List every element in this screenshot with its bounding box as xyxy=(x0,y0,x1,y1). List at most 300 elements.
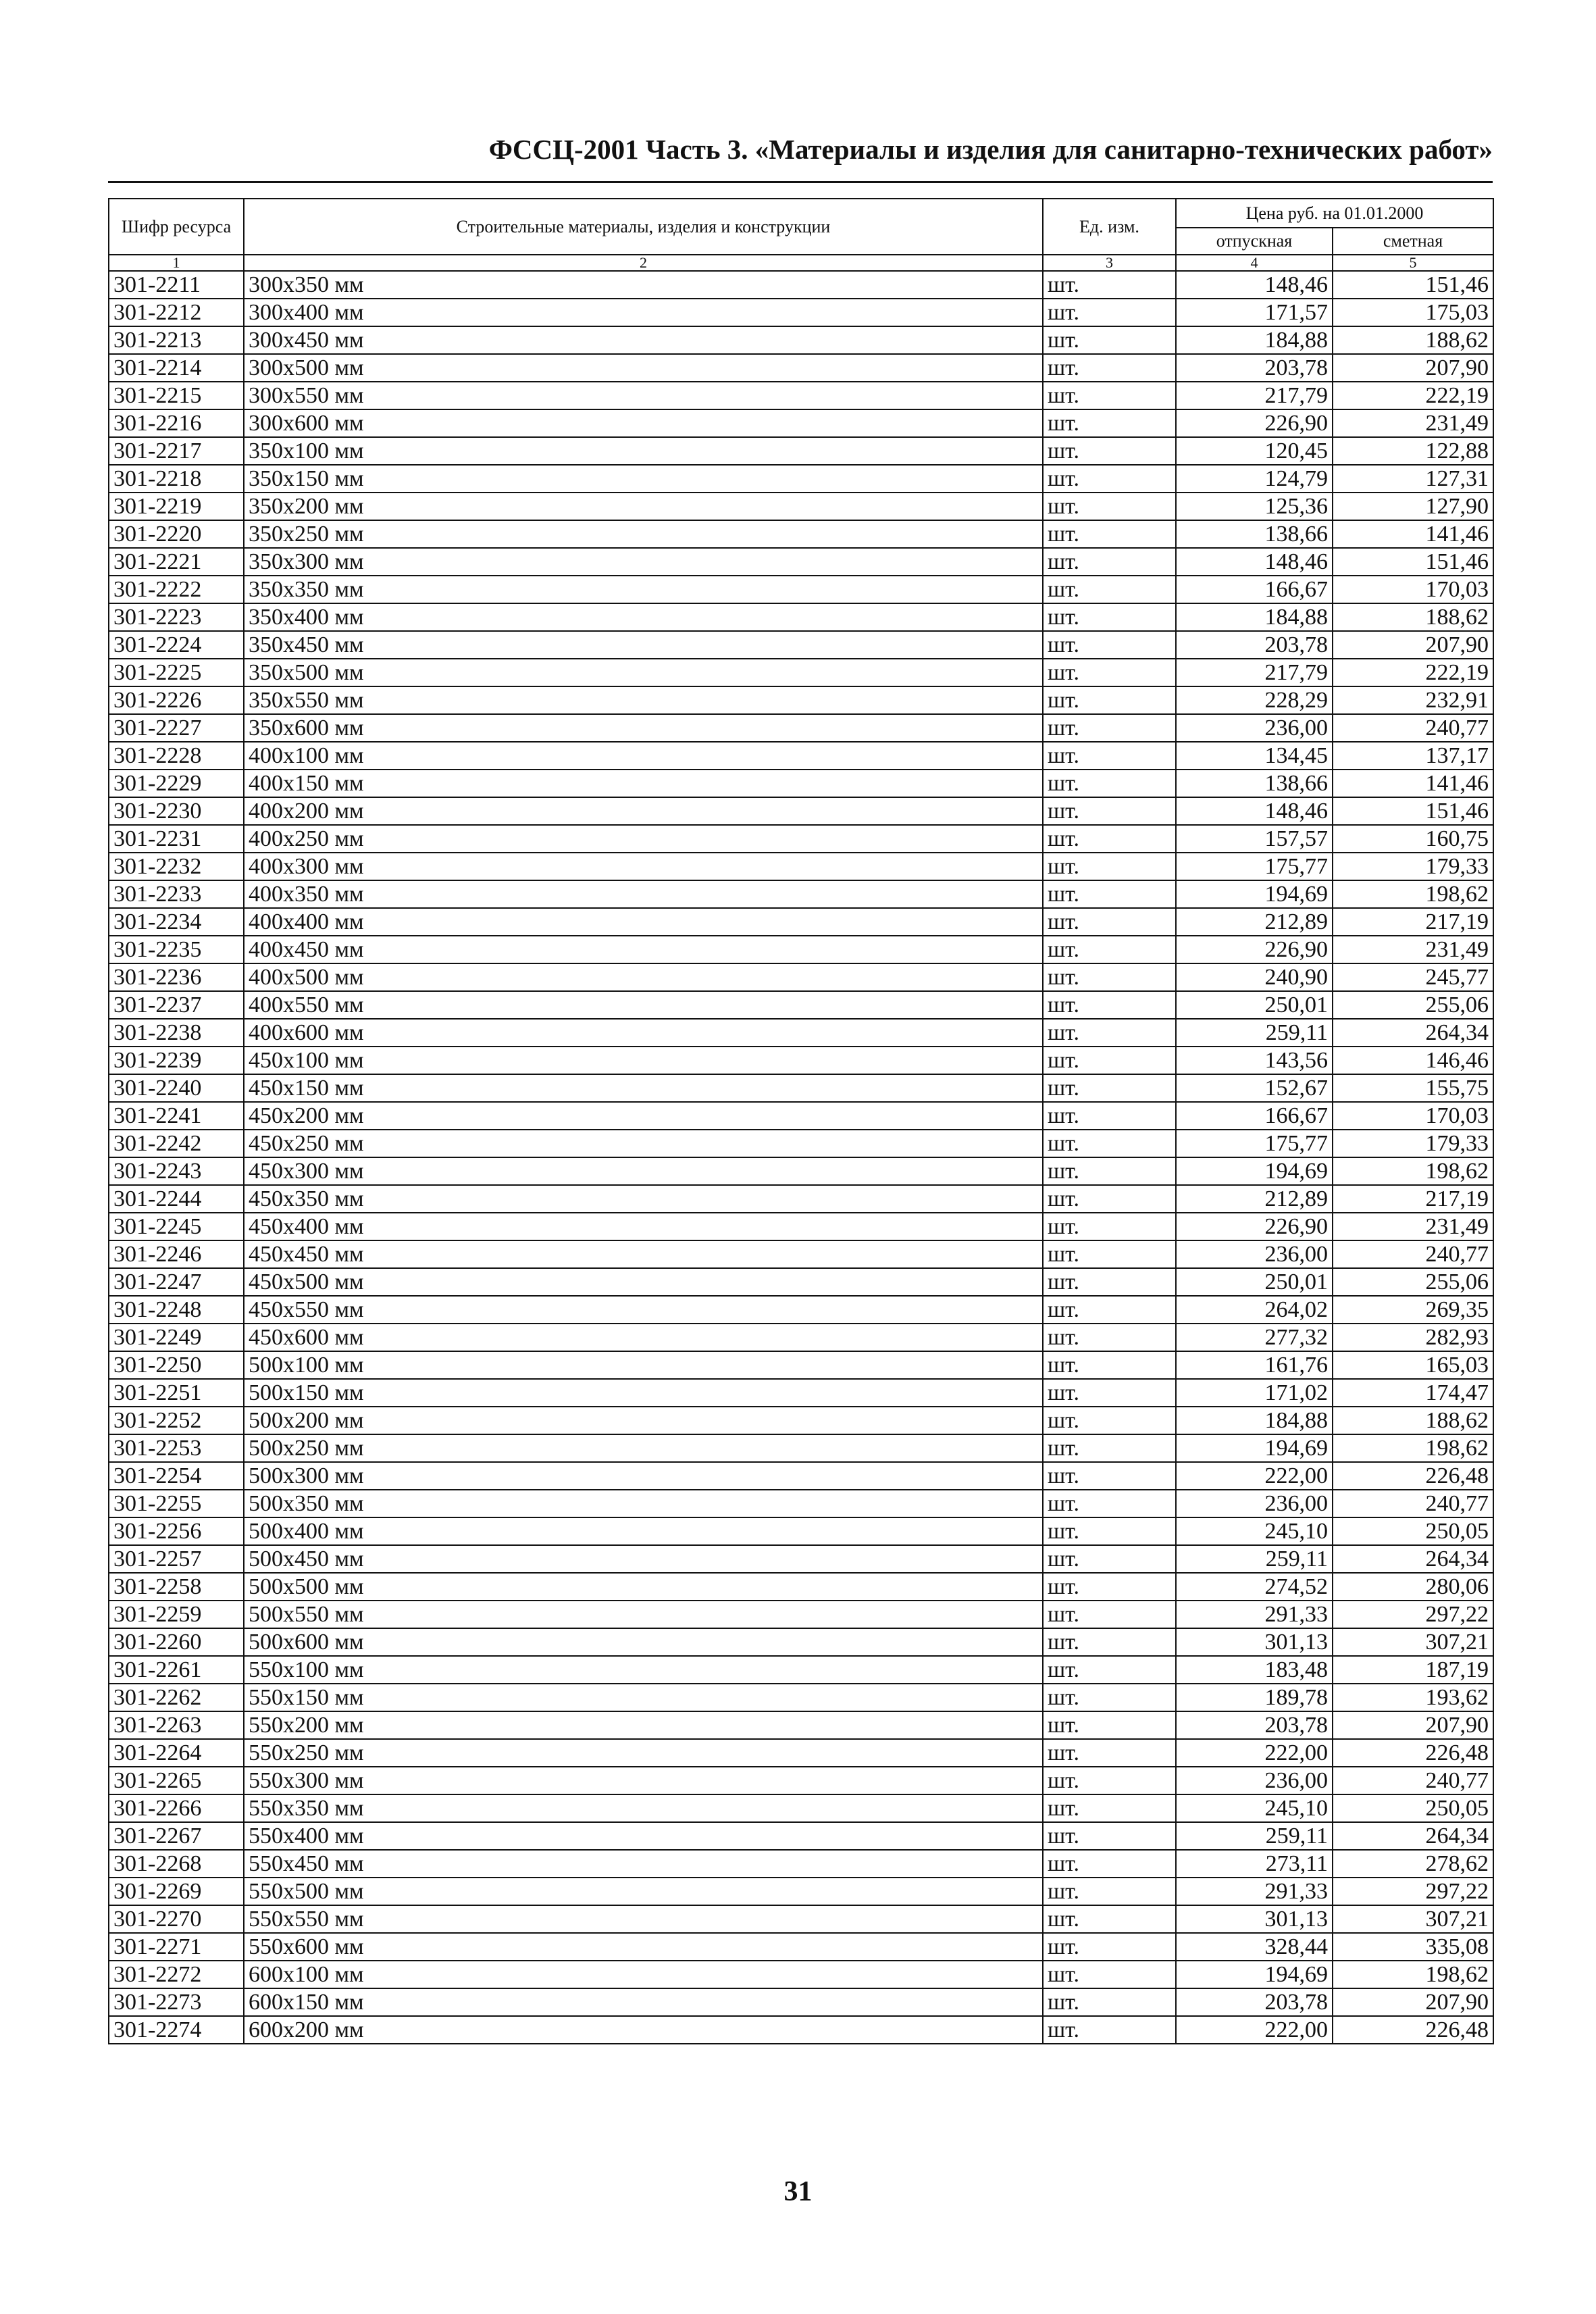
table-row xyxy=(109,1296,1493,1324)
unit-cell: шт. xyxy=(1043,548,1176,576)
release-price-cell: 125,36 xyxy=(1176,493,1333,520)
estimate-price-cell: 226,48 xyxy=(1333,1739,1493,1767)
table-row xyxy=(109,1739,1493,1767)
estimate-price-cell: 151,46 xyxy=(1333,271,1493,299)
table-row xyxy=(109,1213,1493,1240)
material-name-cell: 350x450 мм xyxy=(244,631,1043,659)
table-body xyxy=(109,271,1493,2044)
material-name-cell: 450x100 мм xyxy=(244,1047,1043,1074)
release-price-cell: 259,11 xyxy=(1176,1822,1333,1850)
estimate-price-cell: 174,47 xyxy=(1333,1379,1493,1407)
material-name-cell: 450x350 мм xyxy=(244,1185,1043,1213)
unit-cell: шт. xyxy=(1043,659,1176,686)
estimate-price-cell: 155,75 xyxy=(1333,1074,1493,1102)
estimate-price-cell: 240,77 xyxy=(1333,714,1493,742)
unit-cell: шт. xyxy=(1043,1601,1176,1628)
table-row xyxy=(109,2016,1493,2044)
release-price-cell: 228,29 xyxy=(1176,686,1333,714)
resource-code-cell: 301-2239 xyxy=(109,1047,244,1074)
table-row xyxy=(109,1019,1493,1047)
resource-code-cell: 301-2211 xyxy=(109,271,244,299)
resource-code-cell: 301-2225 xyxy=(109,659,244,686)
estimate-price-cell: 141,46 xyxy=(1333,520,1493,548)
table-row xyxy=(109,1351,1493,1379)
table-row xyxy=(109,409,1493,437)
release-price-cell: 245,10 xyxy=(1176,1794,1333,1822)
table-row xyxy=(109,770,1493,797)
estimate-price-cell: 122,88 xyxy=(1333,437,1493,465)
material-name-cell: 500x150 мм xyxy=(244,1379,1043,1407)
table-row xyxy=(109,1905,1493,1933)
release-price-cell: 184,88 xyxy=(1176,1407,1333,1434)
resource-code-cell: 301-2228 xyxy=(109,742,244,770)
estimate-price-cell: 280,06 xyxy=(1333,1573,1493,1601)
price-table xyxy=(108,198,1494,2044)
resource-code-cell: 301-2214 xyxy=(109,354,244,382)
estimate-price-cell: 127,90 xyxy=(1333,493,1493,520)
resource-code-cell: 301-2255 xyxy=(109,1490,244,1517)
unit-cell: шт. xyxy=(1043,409,1176,437)
release-price-cell: 203,78 xyxy=(1176,1988,1333,2016)
material-name-cell: 450x300 мм xyxy=(244,1157,1043,1185)
estimate-price-cell: 264,34 xyxy=(1333,1019,1493,1047)
table-row xyxy=(109,382,1493,409)
material-name-cell: 550x350 мм xyxy=(244,1794,1043,1822)
unit-cell: шт. xyxy=(1043,825,1176,853)
table-row xyxy=(109,1434,1493,1462)
material-name-cell: 500x250 мм xyxy=(244,1434,1043,1462)
release-price-cell: 226,90 xyxy=(1176,936,1333,963)
release-price-cell: 250,01 xyxy=(1176,991,1333,1019)
estimate-price-cell: 146,46 xyxy=(1333,1047,1493,1074)
material-name-cell: 450x550 мм xyxy=(244,1296,1043,1324)
estimate-price-cell: 264,34 xyxy=(1333,1545,1493,1573)
estimate-price-cell: 137,17 xyxy=(1333,742,1493,770)
resource-code-cell: 301-2260 xyxy=(109,1628,244,1656)
estimate-price-cell: 187,19 xyxy=(1333,1656,1493,1684)
table-row xyxy=(109,1462,1493,1490)
estimate-price-cell: 207,90 xyxy=(1333,631,1493,659)
estimate-price-cell: 226,48 xyxy=(1333,1462,1493,1490)
unit-cell: шт. xyxy=(1043,797,1176,825)
unit-cell: шт. xyxy=(1043,1462,1176,1490)
table-row xyxy=(109,1185,1493,1213)
resource-code-cell: 301-2256 xyxy=(109,1517,244,1545)
release-price-cell: 148,46 xyxy=(1176,548,1333,576)
material-name-cell: 300x350 мм xyxy=(244,271,1043,299)
estimate-price-cell: 278,62 xyxy=(1333,1850,1493,1878)
material-name-cell: 550x200 мм xyxy=(244,1711,1043,1739)
resource-code-cell: 301-2259 xyxy=(109,1601,244,1628)
resource-code-cell: 301-2241 xyxy=(109,1102,244,1130)
table-row xyxy=(109,936,1493,963)
table-row xyxy=(109,880,1493,908)
header-name: Строительные материалы, изделия и конструкции xyxy=(244,199,1043,255)
table-row xyxy=(109,742,1493,770)
table-row xyxy=(109,853,1493,880)
release-price-cell: 222,00 xyxy=(1176,1462,1333,1490)
release-price-cell: 175,77 xyxy=(1176,1130,1333,1157)
release-price-cell: 124,79 xyxy=(1176,465,1333,493)
table-row xyxy=(109,1074,1493,1102)
unit-cell: шт. xyxy=(1043,1102,1176,1130)
release-price-cell: 175,77 xyxy=(1176,853,1333,880)
unit-cell: шт. xyxy=(1043,520,1176,548)
table-row xyxy=(109,631,1493,659)
resource-code-cell: 301-2227 xyxy=(109,714,244,742)
estimate-price-cell: 188,62 xyxy=(1333,1407,1493,1434)
resource-code-cell: 301-2269 xyxy=(109,1878,244,1905)
resource-code-cell: 301-2263 xyxy=(109,1711,244,1739)
unit-cell: шт. xyxy=(1043,1794,1176,1822)
estimate-price-cell: 255,06 xyxy=(1333,991,1493,1019)
estimate-price-cell: 198,62 xyxy=(1333,880,1493,908)
table-row xyxy=(109,1933,1493,1961)
material-name-cell: 550x500 мм xyxy=(244,1878,1043,1905)
resource-code-cell: 301-2249 xyxy=(109,1324,244,1351)
material-name-cell: 600x200 мм xyxy=(244,2016,1043,2044)
material-name-cell: 400x100 мм xyxy=(244,742,1043,770)
unit-cell: шт. xyxy=(1043,1988,1176,2016)
estimate-price-cell: 170,03 xyxy=(1333,576,1493,603)
material-name-cell: 500x400 мм xyxy=(244,1517,1043,1545)
estimate-price-cell: 335,08 xyxy=(1333,1933,1493,1961)
resource-code-cell: 301-2257 xyxy=(109,1545,244,1573)
material-name-cell: 300x400 мм xyxy=(244,299,1043,326)
unit-cell: шт. xyxy=(1043,271,1176,299)
unit-cell: шт. xyxy=(1043,1545,1176,1573)
column-number: 3 xyxy=(1043,255,1176,271)
release-price-cell: 236,00 xyxy=(1176,1240,1333,1268)
material-name-cell: 550x450 мм xyxy=(244,1850,1043,1878)
table-row xyxy=(109,1822,1493,1850)
resource-code-cell: 301-2251 xyxy=(109,1379,244,1407)
unit-cell: шт. xyxy=(1043,1074,1176,1102)
release-price-cell: 171,02 xyxy=(1176,1379,1333,1407)
material-name-cell: 450x450 мм xyxy=(244,1240,1043,1268)
table-row xyxy=(109,1130,1493,1157)
table-row xyxy=(109,1047,1493,1074)
resource-code-cell: 301-2215 xyxy=(109,382,244,409)
table-row xyxy=(109,1767,1493,1794)
resource-code-cell: 301-2273 xyxy=(109,1988,244,2016)
release-price-cell: 138,66 xyxy=(1176,770,1333,797)
unit-cell: шт. xyxy=(1043,1767,1176,1794)
resource-code-cell: 301-2247 xyxy=(109,1268,244,1296)
release-price-cell: 301,13 xyxy=(1176,1905,1333,1933)
resource-code-cell: 301-2267 xyxy=(109,1822,244,1850)
resource-code-cell: 301-2252 xyxy=(109,1407,244,1434)
release-price-cell: 161,76 xyxy=(1176,1351,1333,1379)
estimate-price-cell: 307,21 xyxy=(1333,1628,1493,1656)
material-name-cell: 450x150 мм xyxy=(244,1074,1043,1102)
unit-cell: шт. xyxy=(1043,1656,1176,1684)
unit-cell: шт. xyxy=(1043,991,1176,1019)
table-row xyxy=(109,1628,1493,1656)
resource-code-cell: 301-2271 xyxy=(109,1933,244,1961)
material-name-cell: 550x250 мм xyxy=(244,1739,1043,1767)
release-price-cell: 194,69 xyxy=(1176,1434,1333,1462)
release-price-cell: 166,67 xyxy=(1176,576,1333,603)
release-price-cell: 148,46 xyxy=(1176,271,1333,299)
table-row xyxy=(109,326,1493,354)
header-unit: Ед. изм. xyxy=(1043,199,1176,255)
resource-code-cell: 301-2231 xyxy=(109,825,244,853)
unit-cell: шт. xyxy=(1043,465,1176,493)
unit-cell: шт. xyxy=(1043,1628,1176,1656)
material-name-cell: 550x550 мм xyxy=(244,1905,1043,1933)
material-name-cell: 400x400 мм xyxy=(244,908,1043,936)
resource-code-cell: 301-2274 xyxy=(109,2016,244,2044)
resource-code-cell: 301-2243 xyxy=(109,1157,244,1185)
release-price-cell: 291,33 xyxy=(1176,1601,1333,1628)
estimate-price-cell: 160,75 xyxy=(1333,825,1493,853)
unit-cell: шт. xyxy=(1043,354,1176,382)
resource-code-cell: 301-2235 xyxy=(109,936,244,963)
material-name-cell: 550x400 мм xyxy=(244,1822,1043,1850)
table-row xyxy=(109,797,1493,825)
estimate-price-cell: 175,03 xyxy=(1333,299,1493,326)
release-price-cell: 166,67 xyxy=(1176,1102,1333,1130)
unit-cell: шт. xyxy=(1043,686,1176,714)
header-price-group: Цена руб. на 01.01.2000 xyxy=(1176,199,1493,228)
resource-code-cell: 301-2220 xyxy=(109,520,244,548)
table-row xyxy=(109,825,1493,853)
table-row xyxy=(109,548,1493,576)
release-price-cell: 138,66 xyxy=(1176,520,1333,548)
unit-cell: шт. xyxy=(1043,603,1176,631)
estimate-price-cell: 207,90 xyxy=(1333,1711,1493,1739)
material-name-cell: 450x600 мм xyxy=(244,1324,1043,1351)
release-price-cell: 277,32 xyxy=(1176,1324,1333,1351)
estimate-price-cell: 240,77 xyxy=(1333,1240,1493,1268)
table-row xyxy=(109,1711,1493,1739)
unit-cell: шт. xyxy=(1043,1878,1176,1905)
unit-cell: шт. xyxy=(1043,1822,1176,1850)
material-name-cell: 550x150 мм xyxy=(244,1684,1043,1711)
release-price-cell: 236,00 xyxy=(1176,1767,1333,1794)
material-name-cell: 550x100 мм xyxy=(244,1656,1043,1684)
table-row xyxy=(109,1268,1493,1296)
table-row xyxy=(109,1102,1493,1130)
unit-cell: шт. xyxy=(1043,936,1176,963)
table-row xyxy=(109,1545,1493,1573)
resource-code-cell: 301-2213 xyxy=(109,326,244,354)
estimate-price-cell: 170,03 xyxy=(1333,1102,1493,1130)
table-row xyxy=(109,991,1493,1019)
release-price-cell: 143,56 xyxy=(1176,1047,1333,1074)
material-name-cell: 350x500 мм xyxy=(244,659,1043,686)
estimate-price-cell: 231,49 xyxy=(1333,1213,1493,1240)
estimate-price-cell: 232,91 xyxy=(1333,686,1493,714)
material-name-cell: 450x400 мм xyxy=(244,1213,1043,1240)
resource-code-cell: 301-2265 xyxy=(109,1767,244,1794)
resource-code-cell: 301-2270 xyxy=(109,1905,244,1933)
material-name-cell: 350x550 мм xyxy=(244,686,1043,714)
table-row xyxy=(109,1517,1493,1545)
release-price-cell: 250,01 xyxy=(1176,1268,1333,1296)
material-name-cell: 400x500 мм xyxy=(244,963,1043,991)
unit-cell: шт. xyxy=(1043,1517,1176,1545)
resource-code-cell: 301-2232 xyxy=(109,853,244,880)
release-price-cell: 236,00 xyxy=(1176,714,1333,742)
column-number: 5 xyxy=(1333,255,1493,271)
page-number: 31 xyxy=(783,2176,813,2207)
estimate-price-cell: 282,93 xyxy=(1333,1324,1493,1351)
material-name-cell: 400x200 мм xyxy=(244,797,1043,825)
material-name-cell: 450x500 мм xyxy=(244,1268,1043,1296)
unit-cell: шт. xyxy=(1043,1351,1176,1379)
estimate-price-cell: 245,77 xyxy=(1333,963,1493,991)
material-name-cell: 400x600 мм xyxy=(244,1019,1043,1047)
release-price-cell: 152,67 xyxy=(1176,1074,1333,1102)
release-price-cell: 301,13 xyxy=(1176,1628,1333,1656)
material-name-cell: 400x350 мм xyxy=(244,880,1043,908)
estimate-price-cell: 141,46 xyxy=(1333,770,1493,797)
table-row xyxy=(109,1961,1493,1988)
table-row xyxy=(109,493,1493,520)
resource-code-cell: 301-2261 xyxy=(109,1656,244,1684)
unit-cell: шт. xyxy=(1043,880,1176,908)
column-number: 4 xyxy=(1176,255,1333,271)
estimate-price-cell: 198,62 xyxy=(1333,1157,1493,1185)
unit-cell: шт. xyxy=(1043,714,1176,742)
release-price-cell: 183,48 xyxy=(1176,1656,1333,1684)
estimate-price-cell: 151,46 xyxy=(1333,548,1493,576)
resource-code-cell: 301-2253 xyxy=(109,1434,244,1462)
table-row xyxy=(109,1240,1493,1268)
resource-code-cell: 301-2224 xyxy=(109,631,244,659)
column-number: 2 xyxy=(244,255,1043,271)
release-price-cell: 217,79 xyxy=(1176,382,1333,409)
unit-cell: шт. xyxy=(1043,1324,1176,1351)
resource-code-cell: 301-2268 xyxy=(109,1850,244,1878)
unit-cell: шт. xyxy=(1043,1240,1176,1268)
material-name-cell: 450x200 мм xyxy=(244,1102,1043,1130)
material-name-cell: 300x550 мм xyxy=(244,382,1043,409)
release-price-cell: 273,11 xyxy=(1176,1850,1333,1878)
unit-cell: шт. xyxy=(1043,1157,1176,1185)
table-row xyxy=(109,908,1493,936)
header-rule xyxy=(108,181,1493,183)
release-price-cell: 226,90 xyxy=(1176,1213,1333,1240)
unit-cell: шт. xyxy=(1043,437,1176,465)
material-name-cell: 450x250 мм xyxy=(244,1130,1043,1157)
header-estimate-price: сметная xyxy=(1333,228,1493,255)
estimate-price-cell: 231,49 xyxy=(1333,409,1493,437)
release-price-cell: 194,69 xyxy=(1176,880,1333,908)
table-row xyxy=(109,465,1493,493)
release-price-cell: 120,45 xyxy=(1176,437,1333,465)
release-price-cell: 189,78 xyxy=(1176,1684,1333,1711)
unit-cell: шт. xyxy=(1043,742,1176,770)
estimate-price-cell: 307,21 xyxy=(1333,1905,1493,1933)
resource-code-cell: 301-2238 xyxy=(109,1019,244,1047)
estimate-price-cell: 207,90 xyxy=(1333,1988,1493,2016)
release-price-cell: 240,90 xyxy=(1176,963,1333,991)
unit-cell: шт. xyxy=(1043,908,1176,936)
material-name-cell: 350x100 мм xyxy=(244,437,1043,465)
estimate-price-cell: 193,62 xyxy=(1333,1684,1493,1711)
estimate-price-cell: 198,62 xyxy=(1333,1434,1493,1462)
unit-cell: шт. xyxy=(1043,1961,1176,1988)
table-row xyxy=(109,1573,1493,1601)
unit-cell: шт. xyxy=(1043,1684,1176,1711)
estimate-price-cell: 255,06 xyxy=(1333,1268,1493,1296)
resource-code-cell: 301-2237 xyxy=(109,991,244,1019)
unit-cell: шт. xyxy=(1043,1379,1176,1407)
material-name-cell: 350x600 мм xyxy=(244,714,1043,742)
unit-cell: шт. xyxy=(1043,1047,1176,1074)
resource-code-cell: 301-2212 xyxy=(109,299,244,326)
material-name-cell: 600x100 мм xyxy=(244,1961,1043,1988)
resource-code-cell: 301-2230 xyxy=(109,797,244,825)
unit-cell: шт. xyxy=(1043,493,1176,520)
material-name-cell: 500x600 мм xyxy=(244,1628,1043,1656)
estimate-price-cell: 240,77 xyxy=(1333,1490,1493,1517)
table-row xyxy=(109,603,1493,631)
table-header xyxy=(109,199,1493,271)
unit-cell: шт. xyxy=(1043,1933,1176,1961)
resource-code-cell: 301-2272 xyxy=(109,1961,244,1988)
unit-cell: шт. xyxy=(1043,1711,1176,1739)
resource-code-cell: 301-2233 xyxy=(109,880,244,908)
table-row xyxy=(109,1656,1493,1684)
estimate-price-cell: 264,34 xyxy=(1333,1822,1493,1850)
unit-cell: шт. xyxy=(1043,1019,1176,1047)
release-price-cell: 194,69 xyxy=(1176,1961,1333,1988)
material-name-cell: 300x500 мм xyxy=(244,354,1043,382)
unit-cell: шт. xyxy=(1043,1850,1176,1878)
unit-cell: шт. xyxy=(1043,1739,1176,1767)
release-price-cell: 203,78 xyxy=(1176,354,1333,382)
table-row xyxy=(109,1878,1493,1905)
release-price-cell: 184,88 xyxy=(1176,326,1333,354)
table-row xyxy=(109,714,1493,742)
resource-code-cell: 301-2222 xyxy=(109,576,244,603)
material-name-cell: 400x450 мм xyxy=(244,936,1043,963)
table-row xyxy=(109,1684,1493,1711)
resource-code-cell: 301-2229 xyxy=(109,770,244,797)
estimate-price-cell: 188,62 xyxy=(1333,603,1493,631)
material-name-cell: 400x150 мм xyxy=(244,770,1043,797)
estimate-price-cell: 297,22 xyxy=(1333,1878,1493,1905)
table-row xyxy=(109,271,1493,299)
release-price-cell: 184,88 xyxy=(1176,603,1333,631)
unit-cell: шт. xyxy=(1043,576,1176,603)
unit-cell: шт. xyxy=(1043,631,1176,659)
material-name-cell: 300x450 мм xyxy=(244,326,1043,354)
material-name-cell: 350x350 мм xyxy=(244,576,1043,603)
resource-code-cell: 301-2258 xyxy=(109,1573,244,1601)
resource-code-cell: 301-2217 xyxy=(109,437,244,465)
release-price-cell: 274,52 xyxy=(1176,1573,1333,1601)
table-row xyxy=(109,963,1493,991)
unit-cell: шт. xyxy=(1043,963,1176,991)
release-price-cell: 157,57 xyxy=(1176,825,1333,853)
resource-code-cell: 301-2262 xyxy=(109,1684,244,1711)
estimate-price-cell: 198,62 xyxy=(1333,1961,1493,1988)
resource-code-cell: 301-2223 xyxy=(109,603,244,631)
material-name-cell: 300x600 мм xyxy=(244,409,1043,437)
resource-code-cell: 301-2221 xyxy=(109,548,244,576)
unit-cell: шт. xyxy=(1043,1490,1176,1517)
table-row xyxy=(109,576,1493,603)
table-row xyxy=(109,686,1493,714)
material-name-cell: 400x300 мм xyxy=(244,853,1043,880)
release-price-cell: 291,33 xyxy=(1176,1878,1333,1905)
resource-code-cell: 301-2264 xyxy=(109,1739,244,1767)
